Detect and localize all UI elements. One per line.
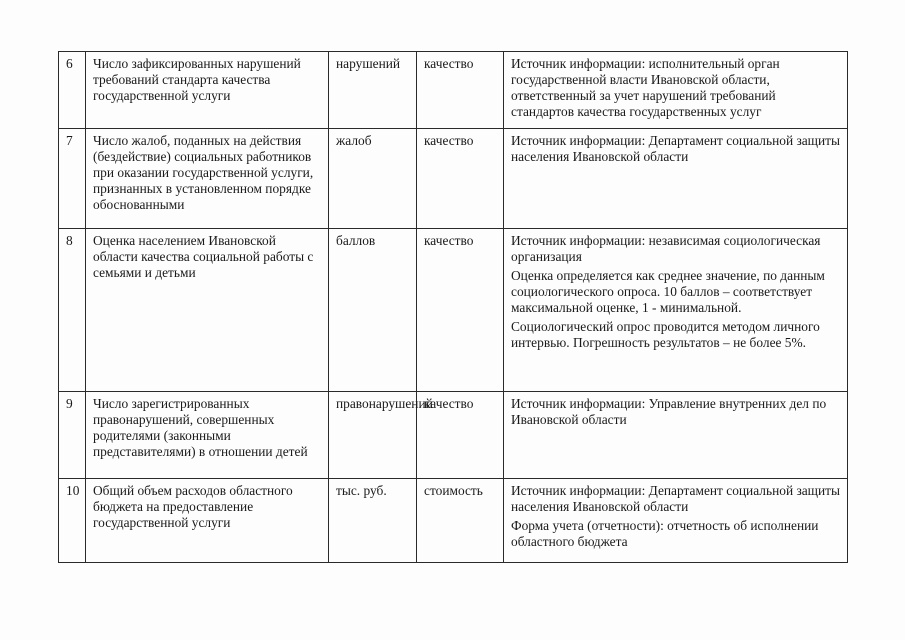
source-paragraph: Оценка определяется как среднее значение, по данным социологического опроса. 10 баллов – соответствует максимальной оценке, 1 - минимальной. [511, 268, 825, 315]
unit-of-measure: правонарушений [329, 392, 417, 479]
information-source [504, 129, 848, 229]
source-paragraph: Социологический опрос проводится методом личного интервью. Погрешность результатов – не более 5%. [511, 319, 820, 350]
unit-of-measure: нарушений [329, 52, 417, 129]
indicator-category: качество [417, 129, 504, 229]
information-source [504, 229, 848, 392]
row-number: 6 [59, 52, 86, 129]
indicator-category: качество [417, 392, 504, 479]
indicator-name: Число зарегистрированных правонарушений, совершенных родителями (законными представителями) в отношении детей [86, 392, 329, 479]
indicators-table [58, 51, 848, 563]
unit-of-measure: жалоб [329, 129, 417, 229]
unit-of-measure: баллов [329, 229, 417, 392]
information-source [504, 479, 848, 563]
source-paragraph: Источник информации: независимая социологическая организация [511, 233, 821, 264]
indicator-category: качество [417, 229, 504, 392]
table-row [59, 479, 848, 563]
source-paragraph: Источник информации: исполнительный орган государственной власти Ивановской области, ответственный за учет нарушений требований стандартов качества государственных услуг [511, 56, 780, 119]
row-number: 10 [59, 479, 86, 563]
table-row [59, 392, 848, 479]
unit-of-measure: тыс. руб. [329, 479, 417, 563]
information-source [504, 392, 848, 479]
source-paragraph: Форма учета (отчетности): отчетность об исполнении областного бюджета [511, 518, 819, 549]
row-number: 8 [59, 229, 86, 392]
table-row [59, 52, 848, 129]
indicator-name: Число зафиксированных нарушений требований стандарта качества государственной услуги [86, 52, 329, 129]
table-row [59, 229, 848, 392]
indicator-category: стоимость [417, 479, 504, 563]
information-source [504, 52, 848, 129]
indicator-name: Оценка населением Ивановской области качества социальной работы с семьями и детьми [86, 229, 329, 392]
table-row [59, 129, 848, 229]
indicator-category: качество [417, 52, 504, 129]
source-paragraph: Источник информации: Управление внутренних дел по Ивановской области [511, 396, 827, 427]
indicator-name: Число жалоб, поданных на действия (бездействие) социальных работников при оказании государственной услуги, признанных в установленном порядке обоснованными [86, 129, 329, 229]
source-paragraph: Источник информации: Департамент социальной защиты населения Ивановской области [511, 133, 841, 164]
row-number: 7 [59, 129, 86, 229]
indicator-name: Общий объем расходов областного бюджета на предоставление государственной услуги [86, 479, 329, 563]
row-number: 9 [59, 392, 86, 479]
source-paragraph: Источник информации: Департамент социальной защиты населения Ивановской области [511, 483, 841, 514]
